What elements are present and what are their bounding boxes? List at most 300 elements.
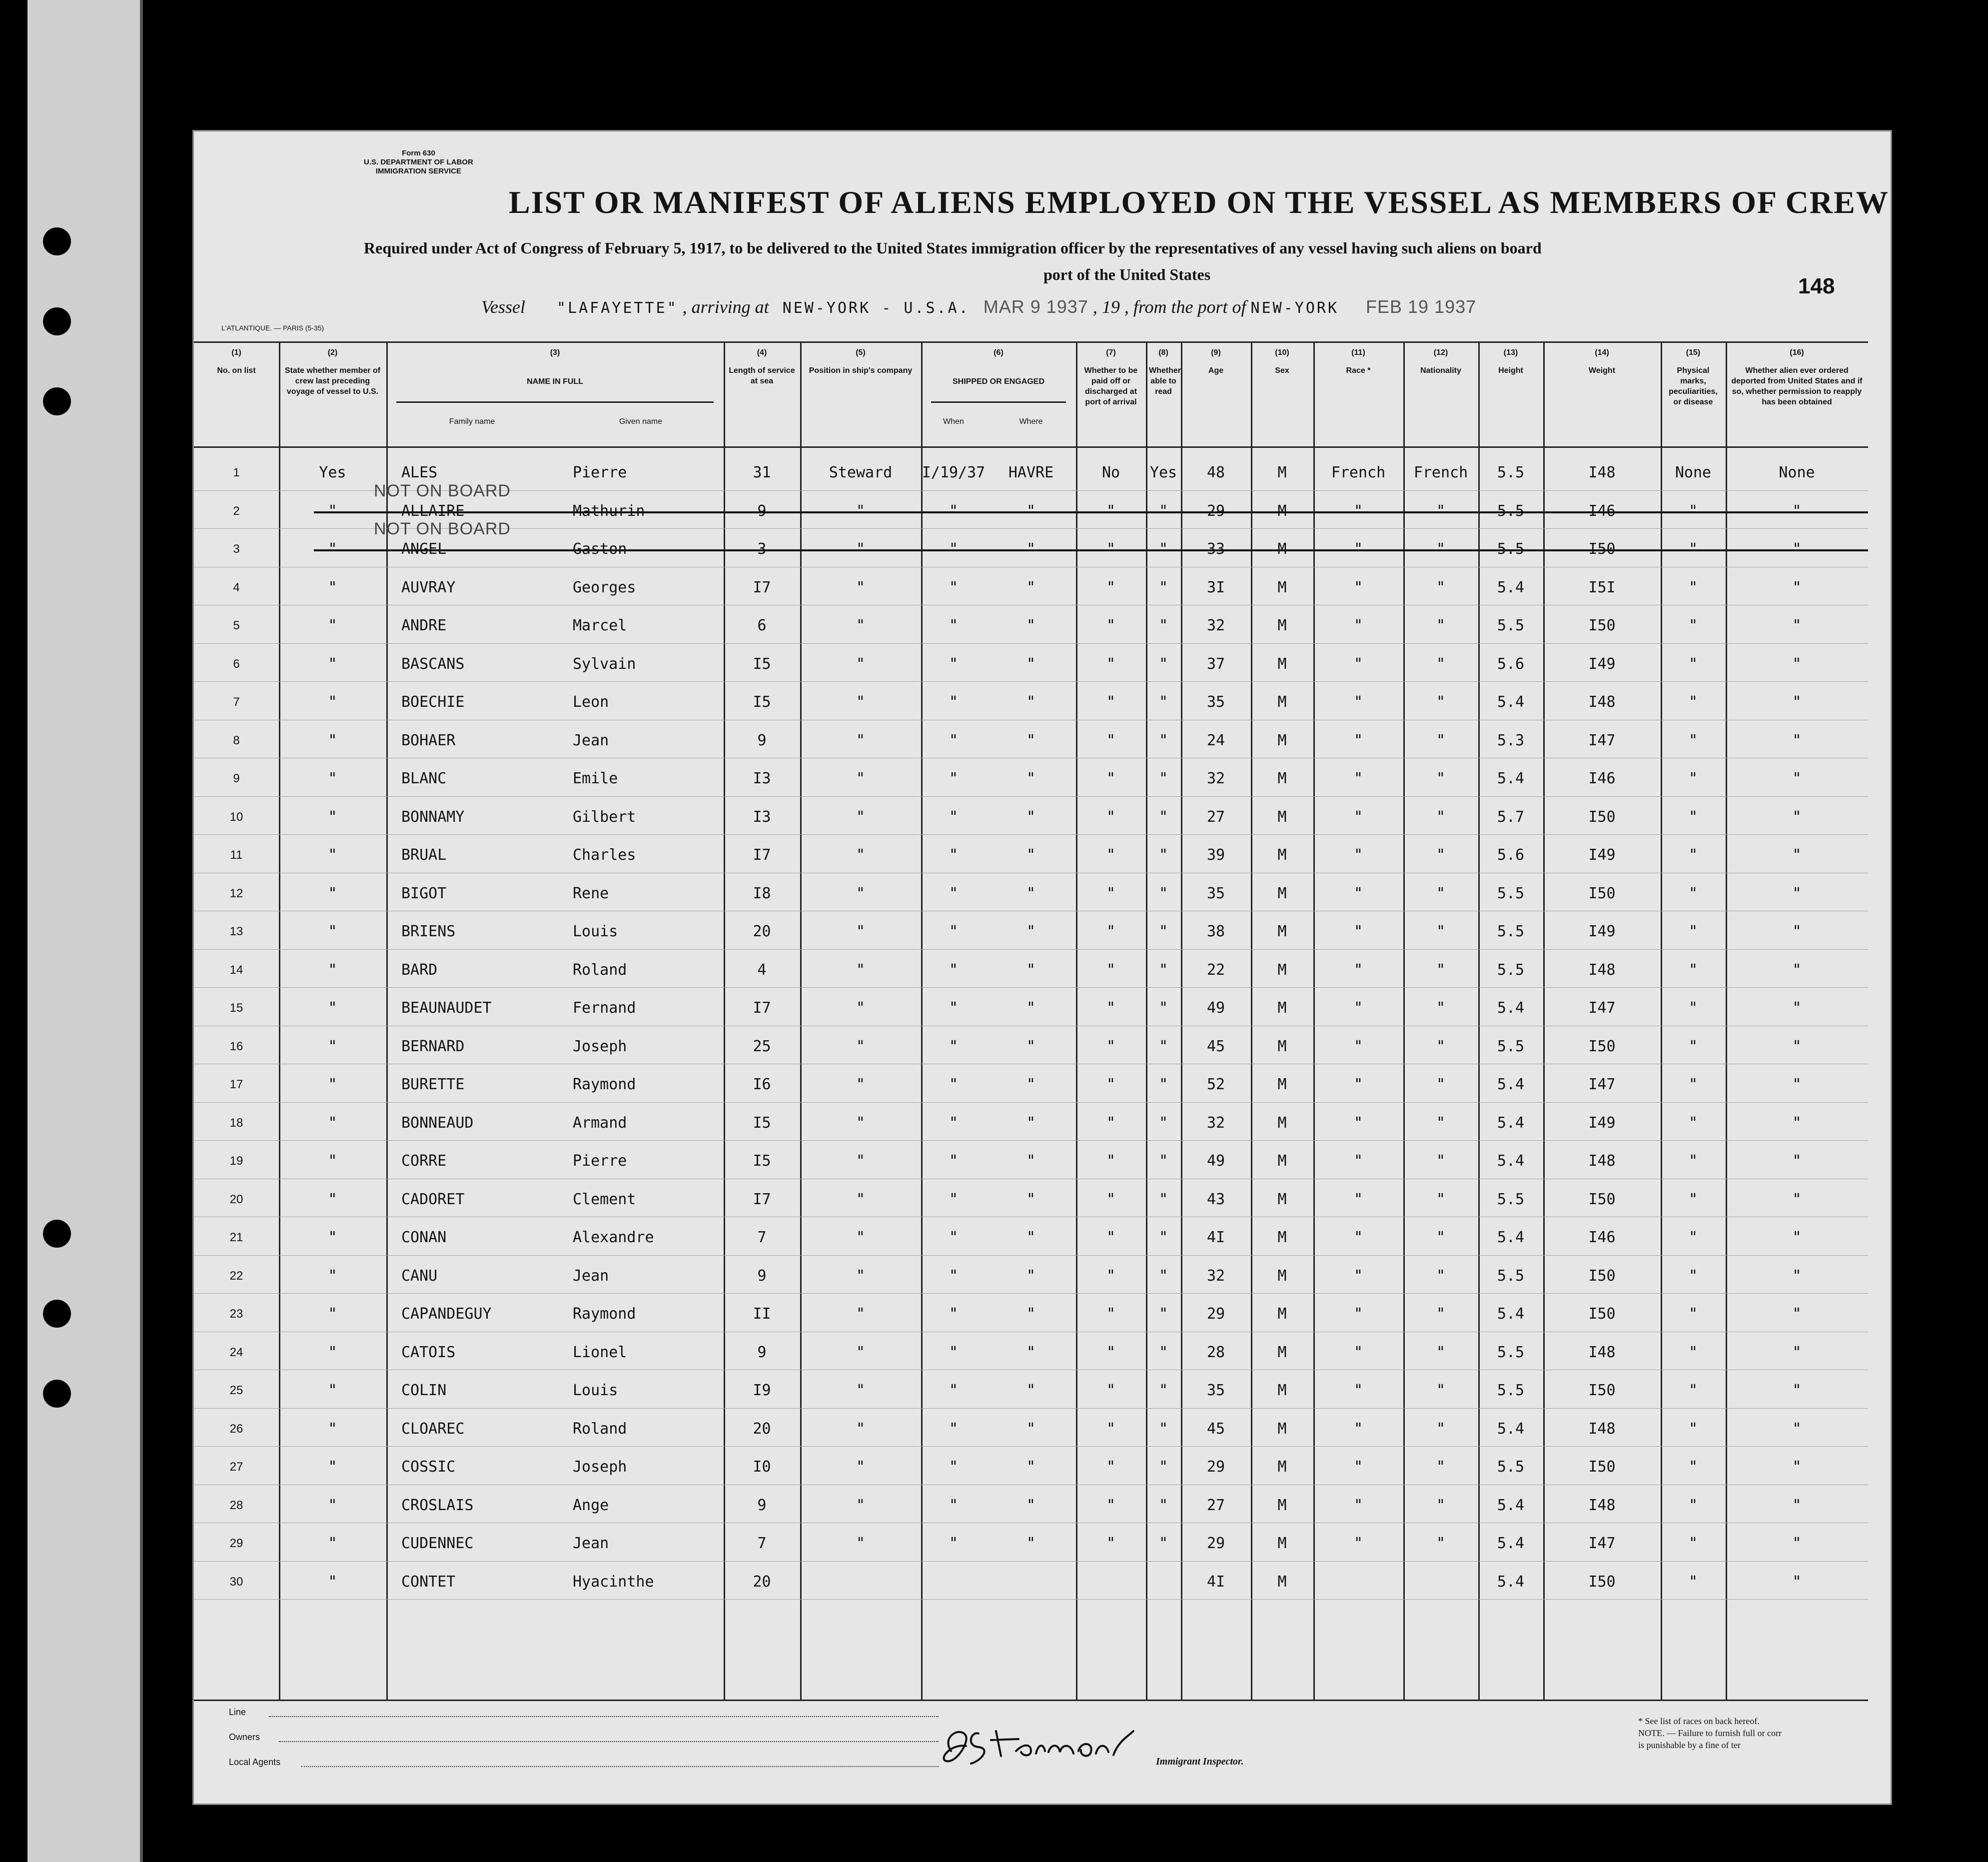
cell-service: I6 (753, 1076, 771, 1093)
cell-paid: " (1106, 808, 1116, 826)
cell-age: 29 (1206, 1535, 1225, 1552)
cell-marks: " (1688, 1076, 1698, 1093)
table-row (194, 875, 1868, 913)
cell-family: COSSIC (401, 1458, 456, 1476)
table-row (194, 1295, 1868, 1334)
cell-sex: M (1277, 502, 1287, 520)
cell-nationality: " (1436, 502, 1446, 520)
cell-nationality: French (1413, 464, 1468, 481)
cell-marks: " (1688, 1305, 1698, 1323)
cell-race: " (1353, 1229, 1363, 1246)
cell-deported: " (1792, 1305, 1802, 1323)
cell-height: 5.5 (1497, 540, 1525, 558)
cell-sex: M (1277, 1305, 1287, 1323)
column-subheader: Family name (449, 417, 495, 426)
cell-position: " (856, 1496, 866, 1514)
cell-where: " (1026, 1114, 1036, 1132)
table-row (194, 760, 1868, 798)
cell-when: " (949, 1190, 959, 1208)
cell-where: " (1026, 502, 1036, 520)
cell-family: BURETTE (401, 1076, 465, 1093)
table-row (194, 1448, 1868, 1487)
cell-given: Roland (573, 961, 627, 979)
cell-paid: " (1106, 1420, 1116, 1438)
cell-family: ANGEL (401, 540, 447, 558)
cell-service: I8 (753, 884, 771, 902)
cell-service: I7 (753, 999, 771, 1017)
cell-prev: Yes (319, 464, 346, 481)
cell-given: Alexandre (573, 1229, 654, 1246)
cell-nationality: " (1436, 540, 1446, 558)
cell-when: " (949, 808, 959, 826)
cell-height: 5.4 (1497, 1152, 1525, 1170)
cell-nationality: " (1436, 1535, 1446, 1552)
column-header: Position in ship's company (809, 366, 913, 375)
cell-where: " (1026, 1458, 1036, 1476)
cell-given: Emile (573, 770, 618, 787)
cell-age: 45 (1206, 1037, 1225, 1055)
cell-family: BERNARD (401, 1037, 465, 1055)
cell-when: " (949, 1496, 959, 1514)
cell-marks: " (1688, 884, 1698, 902)
not-on-board-stamp: NOT ON BOARD (374, 481, 511, 500)
cell-deported: " (1792, 540, 1802, 558)
table-row (194, 1487, 1868, 1525)
vessel-label: Vessel (481, 297, 525, 317)
cell-prev: " (328, 1573, 337, 1591)
cell-height: 5.5 (1497, 884, 1525, 902)
cell-age: 39 (1206, 846, 1225, 864)
cell-height: 5.7 (1497, 808, 1525, 826)
cell-when: " (949, 846, 959, 864)
cell-nationality: " (1436, 655, 1446, 673)
cell-nationality: " (1436, 999, 1446, 1017)
cell-when: " (949, 578, 959, 596)
cell-prev: " (328, 1305, 337, 1323)
cell-deported: " (1792, 923, 1802, 940)
cell-sex: M (1277, 655, 1287, 673)
department-name: U.S. DEPARTMENT OF LABOR (364, 158, 473, 166)
cell-race: " (1353, 846, 1363, 864)
cell-sex: M (1277, 1076, 1287, 1093)
cell-family: CROSLAIS (401, 1496, 474, 1514)
cell-prev: " (328, 655, 337, 673)
cell-when: " (949, 999, 959, 1017)
cell-marks: " (1688, 1190, 1698, 1208)
cell-service: 9 (757, 502, 767, 520)
cell-where: HAVRE (1008, 464, 1054, 481)
cell-no: 3 (233, 542, 240, 556)
column-number: (16) (1790, 348, 1804, 357)
cell-marks: " (1688, 1037, 1698, 1055)
cell-read: " (1158, 1305, 1168, 1323)
cell-paid: " (1106, 1190, 1116, 1208)
cell-no: 21 (229, 1231, 243, 1244)
cell-read: " (1158, 846, 1168, 864)
cell-weight: I50 (1588, 884, 1616, 902)
cell-service: 9 (757, 731, 767, 749)
cell-marks: " (1688, 1458, 1698, 1476)
cell-paid: " (1106, 1343, 1116, 1361)
cell-sex: M (1277, 1343, 1287, 1361)
cell-no: 28 (229, 1498, 243, 1512)
cell-read: " (1158, 1076, 1168, 1093)
cell-weight: I5I (1588, 578, 1616, 596)
cell-marks: " (1688, 923, 1698, 940)
cell-prev: " (328, 770, 337, 787)
cell-age: 49 (1206, 1152, 1225, 1170)
cell-when: " (949, 1267, 959, 1285)
local-agents-label: Local Agents (229, 1757, 281, 1767)
cell-read: " (1158, 1037, 1168, 1055)
cell-paid: " (1106, 961, 1116, 979)
cell-nationality: " (1436, 961, 1446, 979)
cell-family: CONTET (401, 1573, 456, 1591)
cell-weight: I48 (1588, 1152, 1616, 1170)
cell-weight: I49 (1588, 655, 1616, 673)
cell-marks: None (1675, 464, 1712, 481)
cell-nationality: " (1436, 770, 1446, 787)
cell-height: 5.5 (1497, 1037, 1525, 1055)
cell-read: " (1158, 731, 1168, 749)
line-label: Line (229, 1707, 246, 1717)
cell-read: " (1158, 1420, 1168, 1438)
cell-no: 20 (229, 1192, 243, 1206)
cell-marks: " (1688, 1114, 1698, 1132)
cell-height: 5.4 (1497, 1573, 1525, 1591)
cell-where: " (1026, 1535, 1036, 1552)
cell-race: " (1353, 1076, 1363, 1093)
cell-paid: " (1106, 693, 1116, 711)
departure-date-stamp: FEB 19 1937 (1366, 296, 1477, 317)
cell-position: " (856, 1190, 866, 1208)
cell-prev: " (328, 1382, 337, 1399)
cell-deported: " (1792, 1458, 1802, 1476)
cell-sex: M (1277, 693, 1287, 711)
cell-no: 27 (229, 1460, 243, 1474)
table-row (194, 1525, 1868, 1563)
cell-marks: " (1688, 731, 1698, 749)
cell-given: Ange (573, 1496, 609, 1514)
cell-sex: M (1277, 1382, 1287, 1399)
cell-paid: " (1106, 1037, 1116, 1055)
cell-no: 19 (229, 1154, 243, 1168)
cell-paid: " (1106, 1382, 1116, 1399)
cell-nationality: " (1436, 884, 1446, 902)
column-header: Weight (1588, 366, 1616, 375)
page-number: 148 (1798, 274, 1835, 298)
cell-age: 32 (1206, 770, 1225, 787)
cell-weight: I49 (1588, 846, 1616, 864)
cell-when: " (949, 1382, 959, 1399)
cell-given: Joseph (573, 1458, 627, 1476)
column-number: (12) (1433, 348, 1448, 357)
cell-service: 7 (757, 1229, 767, 1246)
cell-height: 5.4 (1497, 1305, 1525, 1323)
cell-no: 4 (233, 580, 240, 594)
cell-service: I9 (753, 1382, 771, 1399)
footnote-races: * See list of races on back hereof. (1638, 1716, 1760, 1726)
cell-no: 2 (233, 504, 240, 518)
cell-read: " (1158, 1496, 1168, 1514)
cell-deported: " (1792, 655, 1802, 673)
cell-deported: " (1792, 1535, 1802, 1552)
cell-service: 7 (757, 1535, 767, 1552)
column-number: (8) (1158, 348, 1168, 357)
cell-no: 25 (229, 1384, 243, 1397)
cell-nationality: " (1436, 617, 1446, 634)
column-header: SHIPPED OR ENGAGED (952, 377, 1045, 386)
cell-position: " (856, 1305, 866, 1323)
cell-age: 29 (1206, 1458, 1225, 1476)
column-header: Physical marks, peculiarities, or disease (1669, 366, 1718, 406)
cell-no: 16 (229, 1039, 243, 1053)
cell-weight: I50 (1588, 1305, 1616, 1323)
table-row (194, 989, 1868, 1028)
column-number: (11) (1351, 348, 1365, 357)
cell-no: 8 (233, 733, 240, 747)
cell-deported: " (1792, 999, 1802, 1017)
cell-prev: " (328, 884, 337, 902)
cell-position: " (856, 1267, 866, 1285)
cell-family: CADORET (401, 1190, 465, 1208)
subtitle-line-2: port of the United States (1043, 265, 1211, 283)
cell-height: 5.4 (1497, 999, 1525, 1017)
cell-deported: " (1792, 693, 1802, 711)
archive-binding-strip (27, 0, 143, 1862)
cell-height: 5.4 (1497, 578, 1525, 596)
cell-family: CATOIS (401, 1343, 456, 1361)
cell-height: 5.5 (1497, 464, 1525, 481)
cell-when: " (949, 961, 959, 979)
cell-given: Gilbert (573, 808, 636, 826)
cell-position: " (856, 578, 866, 596)
column-header: Race * (1346, 366, 1371, 375)
cell-sex: M (1277, 731, 1287, 749)
cell-no: 18 (229, 1116, 243, 1130)
cell-no: 9 (233, 772, 240, 785)
column-header: Whether able to read (1149, 366, 1181, 396)
cell-where: " (1026, 1076, 1036, 1093)
cell-given: Louis (573, 1382, 618, 1399)
arrival-port: NEW-YORK - U.S.A. (782, 299, 970, 317)
cell-where: " (1026, 808, 1036, 826)
arriving-label: , arriving at (682, 297, 769, 317)
cell-marks: " (1688, 1573, 1698, 1591)
cell-given: Sylvain (573, 655, 636, 673)
cell-age: 52 (1206, 1076, 1225, 1093)
cell-race: " (1353, 502, 1363, 520)
cell-service: I3 (753, 808, 771, 826)
cell-when: " (949, 655, 959, 673)
cell-sex: M (1277, 770, 1287, 787)
cell-marks: " (1688, 1496, 1698, 1514)
cell-nationality: " (1436, 731, 1446, 749)
column-subheader: When (943, 417, 964, 426)
cell-race: " (1353, 1305, 1363, 1323)
cell-age: 35 (1206, 693, 1225, 711)
cell-prev: " (328, 846, 337, 864)
table-top-rule (194, 341, 1868, 343)
cell-position: " (856, 923, 866, 940)
cell-weight: I50 (1588, 1573, 1616, 1591)
cell-no: 14 (229, 963, 243, 977)
cell-race: " (1353, 1496, 1363, 1514)
cell-where: " (1026, 1305, 1036, 1323)
cell-sex: M (1277, 578, 1287, 596)
cell-no: 11 (230, 848, 243, 862)
cell-height: 5.5 (1497, 502, 1525, 520)
cell-given: Joseph (573, 1037, 627, 1055)
cell-height: 5.6 (1497, 846, 1525, 864)
cell-weight: I48 (1588, 961, 1616, 979)
cell-age: 28 (1206, 1343, 1225, 1361)
cell-race: " (1353, 1458, 1363, 1476)
column-number: (3) (550, 348, 560, 357)
cell-marks: " (1688, 1152, 1698, 1170)
cell-position: " (856, 693, 866, 711)
cell-given: Jean (573, 1267, 609, 1285)
cell-prev: " (328, 1076, 337, 1093)
table-row (194, 1410, 1868, 1449)
table-row (194, 683, 1868, 722)
cell-sex: M (1277, 1037, 1287, 1055)
column-header: No. on list (217, 366, 256, 375)
cell-race: " (1353, 808, 1363, 826)
cell-paid: " (1106, 1496, 1116, 1514)
year-label: , 19 (1092, 297, 1120, 317)
cell-when: " (949, 1343, 959, 1361)
footnote-penalty-1: NOTE. — Failure to furnish full or corr (1638, 1728, 1782, 1738)
cell-race: " (1353, 655, 1363, 673)
cell-read: " (1158, 923, 1168, 940)
column-number: (6) (994, 348, 1003, 357)
cell-weight: I50 (1588, 540, 1616, 558)
cell-family: CUDENNEC (401, 1535, 474, 1552)
cell-service: 20 (753, 1420, 771, 1438)
cell-where: " (1026, 999, 1036, 1017)
cell-position: " (856, 1114, 866, 1132)
cell-position: " (856, 770, 866, 787)
cell-where: " (1026, 1267, 1036, 1285)
arrival-date-stamp: MAR 9 1937 (983, 296, 1088, 317)
cell-where: " (1026, 1382, 1036, 1399)
cell-height: 5.4 (1497, 1114, 1525, 1132)
cell-marks: " (1688, 770, 1698, 787)
cell-position: Steward (829, 464, 893, 481)
cell-weight: I46 (1588, 1229, 1616, 1246)
cell-deported: " (1792, 770, 1802, 787)
cell-given: Georges (573, 578, 636, 596)
cell-read: " (1158, 578, 1168, 596)
cell-marks: " (1688, 1420, 1698, 1438)
cell-position: " (856, 884, 866, 902)
cell-sex: M (1277, 617, 1287, 634)
cell-weight: I46 (1588, 502, 1616, 520)
cell-prev: " (328, 502, 337, 520)
cell-read: " (1158, 540, 1168, 558)
table-row (194, 1104, 1868, 1143)
column-number: (5) (856, 348, 866, 357)
cell-when: " (949, 1037, 959, 1055)
cell-sex: M (1277, 540, 1287, 558)
cell-where: " (1026, 1229, 1036, 1246)
cell-where: " (1026, 655, 1036, 673)
subtitle-line-1: Required under Act of Congress of February 5, 1917, to be delivered to the United States immigration officer by the representatives of any vessel having such aliens on board (364, 239, 1542, 257)
cell-position: " (856, 1343, 866, 1361)
cell-age: 32 (1206, 1114, 1225, 1132)
cell-weight: I50 (1588, 1190, 1616, 1208)
cell-deported: " (1792, 502, 1802, 520)
cell-race: " (1353, 1114, 1363, 1132)
cell-nationality: " (1436, 1076, 1446, 1093)
cell-prev: " (328, 1152, 337, 1170)
cell-marks: " (1688, 617, 1698, 634)
cell-position: " (856, 731, 866, 749)
cell-marks: " (1688, 961, 1698, 979)
cell-service: I0 (753, 1458, 771, 1476)
cell-age: 3I (1206, 578, 1225, 596)
cell-no: 12 (229, 886, 243, 900)
cell-nationality: " (1436, 808, 1446, 826)
cell-age: 27 (1206, 1496, 1225, 1514)
cell-nationality: " (1436, 1305, 1446, 1323)
cell-read: " (1158, 502, 1168, 520)
cell-position: " (856, 1037, 866, 1055)
table-row (194, 1142, 1868, 1181)
cell-service: I7 (753, 846, 771, 864)
cell-weight: I50 (1588, 1382, 1616, 1399)
cell-no: 5 (233, 619, 240, 632)
cell-weight: I50 (1588, 1267, 1616, 1285)
cell-paid: " (1106, 731, 1116, 749)
cell-nationality: " (1436, 1152, 1446, 1170)
punch-hole (43, 387, 71, 415)
cell-sex: M (1277, 1229, 1287, 1246)
cell-read: " (1158, 655, 1168, 673)
cell-prev: " (328, 1267, 337, 1285)
cell-service: 9 (757, 1496, 767, 1514)
cell-no: 15 (229, 1001, 243, 1015)
cell-where: " (1026, 770, 1036, 787)
cell-weight: I50 (1588, 617, 1616, 634)
cell-service: 25 (753, 1037, 771, 1055)
table-row (194, 530, 1868, 569)
cell-marks: " (1688, 1267, 1698, 1285)
cell-weight: I49 (1588, 1114, 1616, 1132)
column-header: NAME IN FULL (527, 377, 583, 386)
cell-race: French (1331, 464, 1386, 481)
cell-nationality: " (1436, 1420, 1446, 1438)
cell-race: " (1353, 1152, 1363, 1170)
cell-read: " (1158, 1343, 1168, 1361)
cell-where: " (1026, 923, 1036, 940)
table-row (194, 1372, 1868, 1410)
cell-marks: " (1688, 655, 1698, 673)
cell-height: 5.5 (1497, 1382, 1525, 1399)
cell-paid: " (1106, 1267, 1116, 1285)
cell-no: 23 (229, 1307, 243, 1321)
cell-sex: M (1277, 884, 1287, 902)
table-row (194, 645, 1868, 684)
cell-given: Rene (573, 884, 609, 902)
cell-nationality: " (1436, 1267, 1446, 1285)
cell-deported: " (1792, 1076, 1802, 1093)
cell-sex: M (1277, 846, 1287, 864)
cell-height: 5.4 (1497, 693, 1525, 711)
cell-weight: I47 (1588, 999, 1616, 1017)
cell-when: " (949, 884, 959, 902)
